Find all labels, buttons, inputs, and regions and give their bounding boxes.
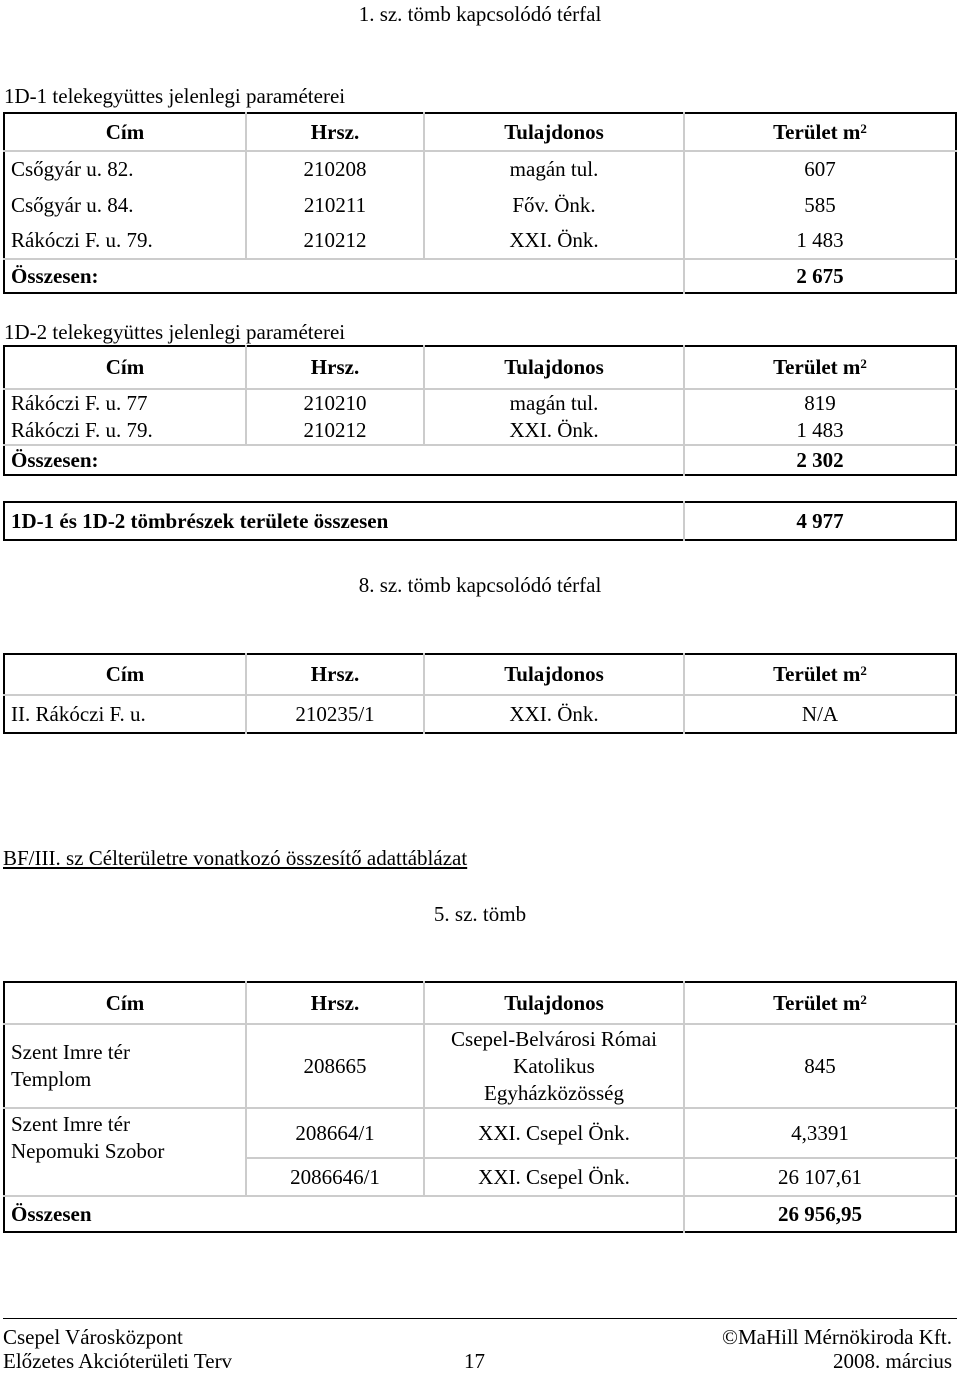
cell-hrsz: 208664/1 bbox=[246, 1108, 424, 1158]
col-terulet: Terület $m^2$ bbox=[684, 982, 956, 1024]
cell-tulajdonos: magán tul. bbox=[424, 389, 684, 417]
total-value: 26 956,95 bbox=[684, 1196, 956, 1232]
cell-cim: Szent Imre tér Nepomuki Szobor bbox=[4, 1108, 246, 1196]
page-number: 17 bbox=[464, 1349, 485, 1373]
table-row bbox=[4, 389, 956, 417]
cell-cim: Rákóczi F. u. 77 bbox=[4, 389, 246, 417]
total-value: 2 675 bbox=[684, 259, 956, 293]
page-header: 1. sz. tömb kapcsolódó térfal bbox=[358, 2, 602, 26]
col-tulajdonos: Tulajdonos bbox=[424, 346, 684, 389]
cell-tulajdonos: magán tul. bbox=[424, 151, 684, 187]
cell-terulet: 4,3391 bbox=[684, 1108, 956, 1158]
col-cim: Cím bbox=[4, 982, 246, 1024]
table-8 bbox=[3, 653, 957, 734]
table2-title: 1D-2 telekegyüttes jelenlegi paraméterei bbox=[4, 320, 346, 344]
col-tulajdonos: Tulajdonos bbox=[424, 654, 684, 695]
table-row bbox=[4, 223, 956, 259]
footer-right-1: ©MaHill Mérnökiroda Kft. bbox=[722, 1325, 952, 1349]
cell-cim: II. Rákóczi F. u. bbox=[4, 695, 246, 733]
footer-right-2: 2008. március bbox=[833, 1349, 952, 1373]
table-row bbox=[4, 151, 956, 187]
col-tulajdonos: Tulajdonos bbox=[424, 982, 684, 1024]
sum-row bbox=[4, 502, 956, 540]
section8-title: 8. sz. tömb kapcsolódó térfal bbox=[358, 573, 602, 597]
cell-tulajdonos: XXI. Önk. bbox=[424, 417, 684, 445]
table-1d2 bbox=[3, 345, 957, 476]
total-label: Összesen: bbox=[4, 259, 684, 293]
cell-cim: Csőgyár u. 82. bbox=[4, 151, 246, 187]
total-label: Összesen bbox=[4, 1196, 684, 1232]
cell-terulet: N/A bbox=[801, 701, 839, 726]
cell-tulajdonos: Csepel-Belvárosi Római Katolikus Egyházközösség bbox=[424, 1024, 684, 1108]
table-header-row bbox=[4, 654, 956, 695]
cell-hrsz: 208665 bbox=[246, 1024, 424, 1108]
cell-hrsz: 210212 bbox=[246, 223, 424, 259]
cell-hrsz: 210210 bbox=[246, 389, 424, 417]
sum-label: 1D-1 és 1D-2 tömbrészek területe összesen bbox=[4, 502, 684, 540]
bf-title: BF/III. sz Célterületre vonatkozó összesítő adattáblázat bbox=[3, 846, 468, 870]
table-header-row bbox=[4, 982, 956, 1024]
sum-value: 4 977 bbox=[796, 508, 844, 533]
col-terulet: Terület $m^2$ bbox=[684, 346, 956, 389]
table-header-row bbox=[4, 113, 956, 151]
col-terulet: Terület $m^2$ bbox=[684, 113, 956, 151]
total-value: 2 302 bbox=[684, 445, 956, 475]
cell-cim: Rákóczi F. u. 79. bbox=[4, 417, 246, 445]
cell-terulet: 1 483 bbox=[796, 228, 844, 252]
table-row bbox=[4, 1108, 956, 1158]
cell-terulet: 819 bbox=[804, 391, 836, 415]
col-hrsz: Hrsz. bbox=[246, 982, 424, 1024]
total-row bbox=[4, 259, 956, 293]
cell-tulajdonos: XXI. Önk. bbox=[424, 223, 684, 259]
table-sum bbox=[3, 501, 957, 541]
total-row bbox=[4, 1196, 956, 1232]
cell-tulajdonos: XXI. Csepel Önk. bbox=[424, 1108, 684, 1158]
cell-terulet: 26 107,61 bbox=[778, 1164, 862, 1189]
col-terulet: Terület $m^2$ bbox=[684, 654, 956, 695]
table-5 bbox=[3, 981, 957, 1233]
cell-terulet: 845 bbox=[684, 1024, 956, 1108]
table-row bbox=[4, 417, 956, 445]
total-label: Összesen: bbox=[4, 445, 684, 475]
cell-hrsz: 2086646/1 bbox=[246, 1158, 424, 1196]
table1-title: 1D-1 telekegyüttes jelenlegi paraméterei bbox=[4, 84, 346, 108]
col-hrsz: Hrsz. bbox=[246, 654, 424, 695]
table-row bbox=[4, 187, 956, 223]
table-header-row bbox=[4, 346, 956, 389]
col-hrsz: Hrsz. bbox=[246, 113, 424, 151]
footer-rule bbox=[3, 1318, 957, 1319]
col-cim: Cím bbox=[4, 654, 246, 695]
col-hrsz: Hrsz. bbox=[246, 346, 424, 389]
cell-tulajdonos: XXI. Csepel Önk. bbox=[424, 1158, 684, 1196]
table-row bbox=[4, 695, 956, 733]
table-row bbox=[4, 1024, 956, 1108]
col-cim: Cím bbox=[4, 346, 246, 389]
cell-terulet: 607 bbox=[804, 157, 836, 181]
footer-left-2: Előzetes Akcióterületi Terv bbox=[3, 1349, 233, 1373]
table-1d1 bbox=[3, 112, 957, 294]
cell-tulajdonos: XXI. Önk. bbox=[424, 695, 684, 733]
cell-hrsz: 210208 bbox=[246, 151, 424, 187]
cell-terulet: 1 483 bbox=[796, 418, 844, 442]
cell-cim: Csőgyár u. 84. bbox=[4, 187, 246, 223]
cell-hrsz: 210235/1 bbox=[246, 695, 424, 733]
col-cim: Cím bbox=[4, 113, 246, 151]
col-tulajdonos: Tulajdonos bbox=[424, 113, 684, 151]
cell-cim: Rákóczi F. u. 79. bbox=[4, 223, 246, 259]
footer-left-1: Csepel Városközpont bbox=[3, 1325, 183, 1349]
bf-subtitle: 5. sz. tömb bbox=[433, 902, 527, 926]
cell-hrsz: 210211 bbox=[246, 187, 424, 223]
cell-tulajdonos: Főv. Önk. bbox=[424, 187, 684, 223]
total-row bbox=[4, 445, 956, 475]
cell-terulet: 585 bbox=[804, 192, 836, 217]
cell-cim: Szent Imre tér Templom bbox=[4, 1024, 246, 1108]
cell-hrsz: 210212 bbox=[246, 417, 424, 445]
